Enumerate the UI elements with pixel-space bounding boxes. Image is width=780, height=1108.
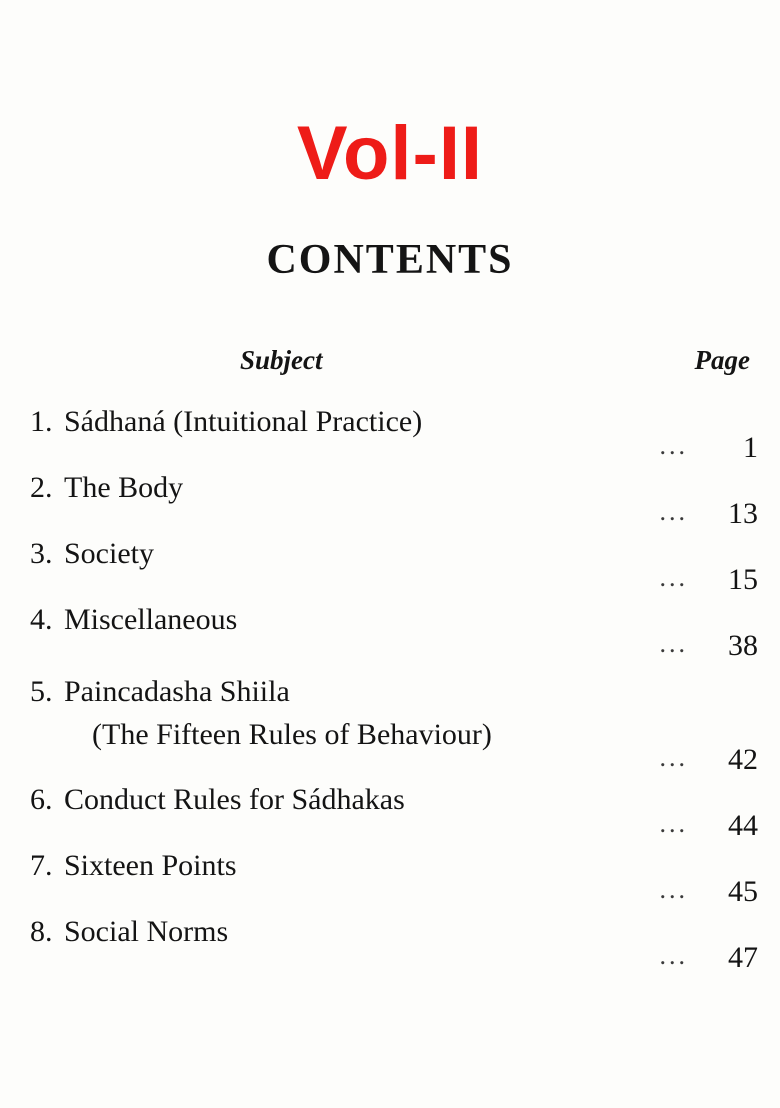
entry-title: Sádhaná (Intuitional Practice)	[64, 405, 423, 438]
table-of-contents	[0, 345, 780, 981]
entry-page-number: 15	[728, 563, 758, 596]
entry-title: Sixteen Points	[64, 849, 237, 882]
toc-entry[interactable]	[0, 537, 780, 603]
entry-number: 6.	[30, 783, 53, 816]
toc-entry[interactable]	[0, 405, 780, 471]
entry-title	[64, 675, 492, 752]
toc-entry[interactable]	[0, 675, 780, 783]
entry-title: Society	[64, 537, 154, 570]
entry-number: 5.	[30, 675, 53, 708]
entry-title: Miscellaneous	[64, 603, 238, 636]
toc-entry[interactable]	[0, 783, 780, 849]
entry-number: 1.	[30, 405, 53, 438]
volume-title: Vol-II	[296, 111, 484, 196]
column-header-subject: Subject	[240, 345, 323, 375]
leader-dots: ...	[659, 563, 688, 592]
toc-rows	[0, 405, 780, 981]
entry-title-line2: (The Fifteen Rules of Behaviour)	[92, 718, 492, 751]
column-header-page: Page	[694, 345, 750, 375]
entry-title: Conduct Rules for Sádhakas	[64, 783, 405, 816]
entry-title-line1: Paincadasha Shiila	[64, 675, 290, 708]
entry-page-number: 42	[728, 743, 758, 776]
entry-number: 8.	[30, 915, 53, 948]
entry-page-number: 13	[728, 497, 758, 530]
leader-dots: ...	[659, 743, 688, 772]
entry-page-number: 44	[728, 809, 758, 842]
leader-dots: ...	[659, 497, 688, 526]
entry-page-number: 38	[728, 629, 758, 662]
entry-title: Social Norms	[64, 915, 229, 948]
toc-entry[interactable]	[0, 915, 780, 981]
entry-number: 3.	[30, 537, 53, 570]
entry-page-number: 1	[743, 431, 758, 464]
entry-page-number: 45	[728, 875, 758, 908]
leader-dots: ...	[659, 629, 688, 658]
entry-number: 7.	[30, 849, 53, 882]
contents-heading: CONTENTS	[266, 237, 514, 283]
leader-dots: ...	[659, 875, 688, 904]
leader-dots: ...	[659, 809, 688, 838]
toc-header-row	[0, 345, 780, 393]
toc-entry[interactable]	[0, 603, 780, 669]
entry-number: 2.	[30, 471, 53, 504]
entry-number: 4.	[30, 603, 53, 636]
leader-dots: ...	[659, 431, 688, 460]
entry-page-number: 47	[728, 941, 758, 974]
toc-entry[interactable]	[0, 471, 780, 537]
leader-dots: ...	[659, 941, 688, 970]
entry-title: The Body	[64, 471, 184, 504]
toc-entry[interactable]	[0, 849, 780, 915]
